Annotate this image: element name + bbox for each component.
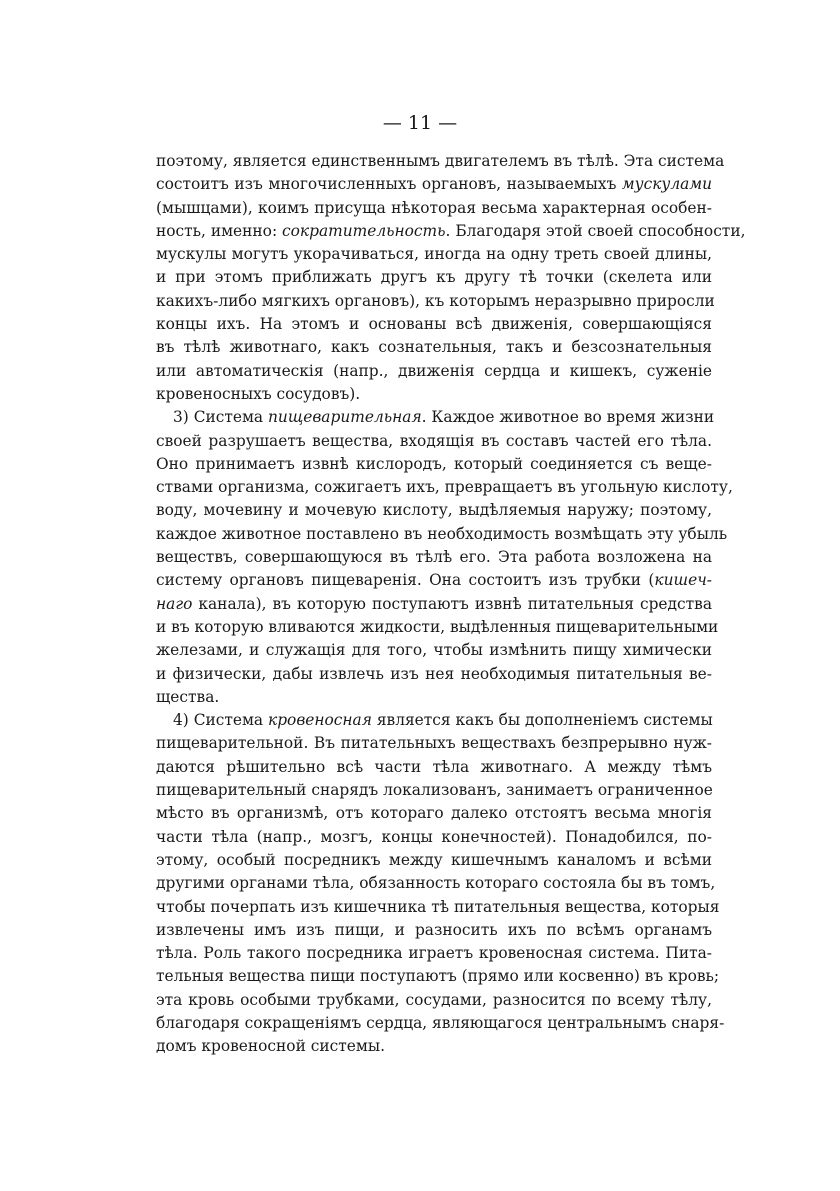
text-run: въ тѣлѣ животнаго, какъ сознательныя, такъ и безсознательныя <box>156 338 712 357</box>
text-run: (мышцами), коимъ присуща нѣкоторая весьма характерная особен- <box>156 198 712 217</box>
text-run: своей разрушаетъ вещества, входящія въ составъ частей его тѣла. <box>156 431 712 450</box>
text-run: ствами организма, сожигаетъ ихъ, превращаетъ въ угольную кислоту, <box>156 478 733 497</box>
text-run: или автоматическія (напр., движенія сердца и кишекъ, суженіе <box>156 361 712 380</box>
text-line <box>156 826 712 849</box>
text-line <box>156 965 720 988</box>
text-line <box>156 173 712 196</box>
italic-term: пищеварительная <box>268 408 422 427</box>
text-run: эта кровь особыми трубками, сосудами, разносится по всему тѣлу, <box>156 990 712 1009</box>
text-line <box>156 150 725 173</box>
text-line <box>156 197 712 220</box>
text-run: концы ихъ. На этомъ и основаны всѣ движенія, совершающіяся <box>156 315 712 334</box>
text-line <box>156 243 712 266</box>
text-line <box>156 1035 712 1058</box>
text-run: и при этомъ приближать другъ къ другу тѣ точки (скелета или <box>156 268 712 287</box>
text-line <box>156 523 728 546</box>
text-run: извлечены имъ изъ пищи, и разносить ихъ по всѣмъ органамъ <box>156 920 712 939</box>
text-run: . Благодаря этой своей способности, <box>445 221 746 240</box>
italic-term: кишеч- <box>654 571 712 590</box>
text-run: каждое животное поставлено въ необходимость возмѣщать эту убыль <box>156 524 728 543</box>
text-line <box>156 1012 725 1035</box>
text-run: поэтому, является единственнымъ двигателемъ въ тѣлѣ. Эта система <box>156 152 725 170</box>
text-run: какихъ-либо мягкихъ органовъ), къ которымъ неразрывно приросли <box>156 291 715 310</box>
text-line <box>156 849 712 872</box>
italic-term: сократительность <box>282 221 446 240</box>
text-line <box>156 313 712 336</box>
text-run: тельныя вещества пищи поступаютъ (прямо или косвенно) въ кровь; <box>156 967 720 986</box>
text-line <box>156 616 719 639</box>
text-run: части тѣла (напр., мозгъ, концы конечностей). Понадобился, по- <box>156 827 712 846</box>
page-number: — 11 — <box>382 112 458 134</box>
text-run: систему органовъ пищеваренія. Она состоитъ изъ трубки ( <box>156 571 655 590</box>
text-run: и въ которую вливаются жидкости, выдѣленныя пищеварительными <box>156 617 719 636</box>
text-run: щества. <box>156 687 220 706</box>
italic-term: наго <box>156 594 193 613</box>
text-run: является какъ бы дополненіемъ системы <box>371 711 713 730</box>
text-line <box>156 896 720 919</box>
text-run: воду, мочевину и мочевую кислоту, выдѣляемыя наружу; поэтому, <box>156 501 712 520</box>
text-run: Оно принимаетъ извнѣ кислородъ, который соединяется съ веще- <box>156 454 712 473</box>
text-line <box>156 383 712 406</box>
text-line <box>156 220 746 243</box>
text-run: кровеносныхъ сосудовъ). <box>156 384 361 403</box>
text-run: пищеварительной. Въ питательныхъ веществахъ безпрерывно нуж- <box>156 734 712 753</box>
text-run: и физически, дабы извлечь изъ нея необходимыя питательныя ве- <box>156 664 712 683</box>
text-run: пищеварительный снарядъ локализованъ, занимаетъ ограниченное <box>156 781 713 800</box>
text-run: 4) Система <box>173 711 269 730</box>
text-line <box>156 989 712 1012</box>
text-line <box>156 732 712 755</box>
text-line <box>156 872 716 895</box>
text-line <box>156 663 712 686</box>
text-line <box>156 569 712 592</box>
text-line <box>156 360 712 383</box>
text-line <box>156 266 712 289</box>
text-line <box>156 779 712 802</box>
text-run: домъ кровеносной системы. <box>156 1037 385 1056</box>
text-run: канала), въ которую поступаютъ извнѣ питательныя средства <box>192 594 712 613</box>
text-run: мускулы могутъ укорачиваться, иногда на одну треть своей длины, <box>156 245 712 264</box>
body-text <box>156 150 746 1059</box>
paragraph <box>156 406 733 709</box>
text-line <box>156 453 712 476</box>
text-line <box>156 802 712 825</box>
italic-term: кровеносная <box>268 711 372 730</box>
text-line <box>156 476 733 499</box>
text-run: веществъ, совершающуюся въ тѣлѣ его. Эта работа возложена на <box>156 548 712 567</box>
text-run: ность, именно: <box>156 221 283 240</box>
text-line <box>156 686 712 709</box>
text-run: тѣла. Роль такого посредника играетъ кровеносная система. Пита- <box>156 944 712 963</box>
text-line <box>156 290 715 313</box>
text-run: благодаря сокращеніямъ сердца, являющагося центральнымъ снаря- <box>156 1013 725 1032</box>
italic-term: мускулами <box>621 175 712 194</box>
text-line <box>156 942 712 965</box>
text-run: даются рѣшительно всѣ части тѣла животнаго. А между тѣмъ <box>156 757 712 776</box>
text-line <box>156 499 712 522</box>
text-line <box>156 546 712 569</box>
text-run: железами, и служащія для того, чтобы измѣнить пищу химически <box>156 641 712 660</box>
text-run: этому, особый посредникъ между кишечнымъ каналомъ и всѣми <box>156 850 712 869</box>
text-run: . Каждое животное во время жизни <box>421 408 715 427</box>
text-line <box>156 593 712 616</box>
text-line <box>156 919 712 942</box>
text-run: чтобы почерпать изъ кишечника тѣ питательныя вещества, которыя <box>156 897 720 916</box>
text-line <box>156 406 715 429</box>
text-run: мѣсто въ организмѣ, отъ котораго далеко отстоятъ весьма многія <box>156 804 712 823</box>
text-line <box>156 709 712 732</box>
text-line <box>156 756 712 779</box>
text-line <box>156 336 712 359</box>
text-run: состоитъ изъ многочисленныхъ органовъ, называемыхъ <box>156 175 622 194</box>
paragraph <box>156 709 725 1058</box>
text-line <box>156 639 712 662</box>
text-run: другими органами тѣла, обязанность котораго состояла бы въ томъ, <box>156 874 716 893</box>
text-line <box>156 430 712 453</box>
text-run: 3) Система <box>173 408 269 427</box>
paragraph <box>156 150 746 406</box>
